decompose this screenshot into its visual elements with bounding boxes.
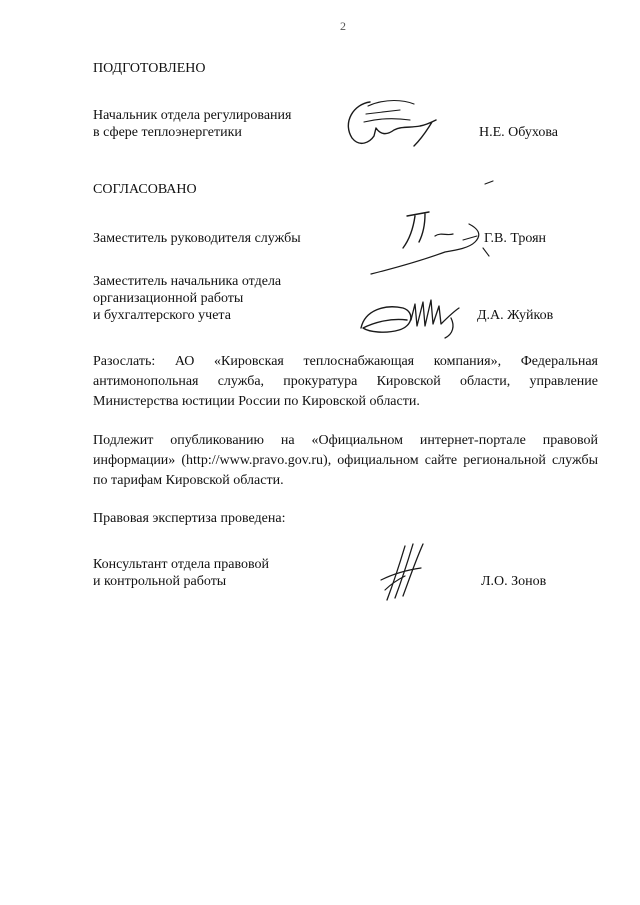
legal-review-position-line1: Консультант отдела правовой — [93, 557, 270, 572]
distribution-text: Разослать: АО «Кировская теплоснабжающая компания», Федеральная антимонопольная служба, прокуратура Кировской области, управление Министерства юстиции России по Кировской области. — [93, 354, 598, 409]
signer2-position-line3: и бухгалтерского учета — [93, 308, 231, 323]
legal-review-position-line2: и контрольной работы — [93, 574, 227, 589]
signer2-name: Д.А. Жуйков — [477, 308, 554, 323]
signature-zhuykov — [355, 290, 475, 340]
signer2-position-line2: организационной работы — [93, 291, 244, 306]
prepared-position-line2: в сфере теплоэнергетики — [93, 125, 242, 140]
signer1-position-line1: Заместитель руководителя службы — [93, 231, 301, 246]
legal-review-heading: Правовая экспертиза проведена: — [93, 511, 286, 526]
publication-text: Подлежит опубликованию на «Официальном интернет-портале правовой информации» (http://www.pravo.gov.ru), официальном сайте региональной службы по тарифам Кировской области. — [93, 433, 598, 488]
signer2-position-line1: Заместитель начальника отдела — [93, 274, 282, 289]
agreed-heading: СОГЛАСОВАНО — [93, 182, 197, 197]
prepared-name: Н.Е. Обухова — [479, 125, 558, 140]
legal-review-name: Л.О. Зонов — [481, 574, 547, 589]
signature-zonov — [375, 540, 435, 605]
signer1-name: Г.В. Троян — [484, 231, 547, 246]
prepared-heading: ПОДГОТОВЛЕНО — [93, 61, 206, 76]
prepared-position-line1: Начальник отдела регулирования — [93, 108, 292, 123]
page-number: 2 — [340, 19, 346, 33]
signature-obukhova — [340, 92, 450, 152]
signature-troyan — [365, 178, 495, 283]
